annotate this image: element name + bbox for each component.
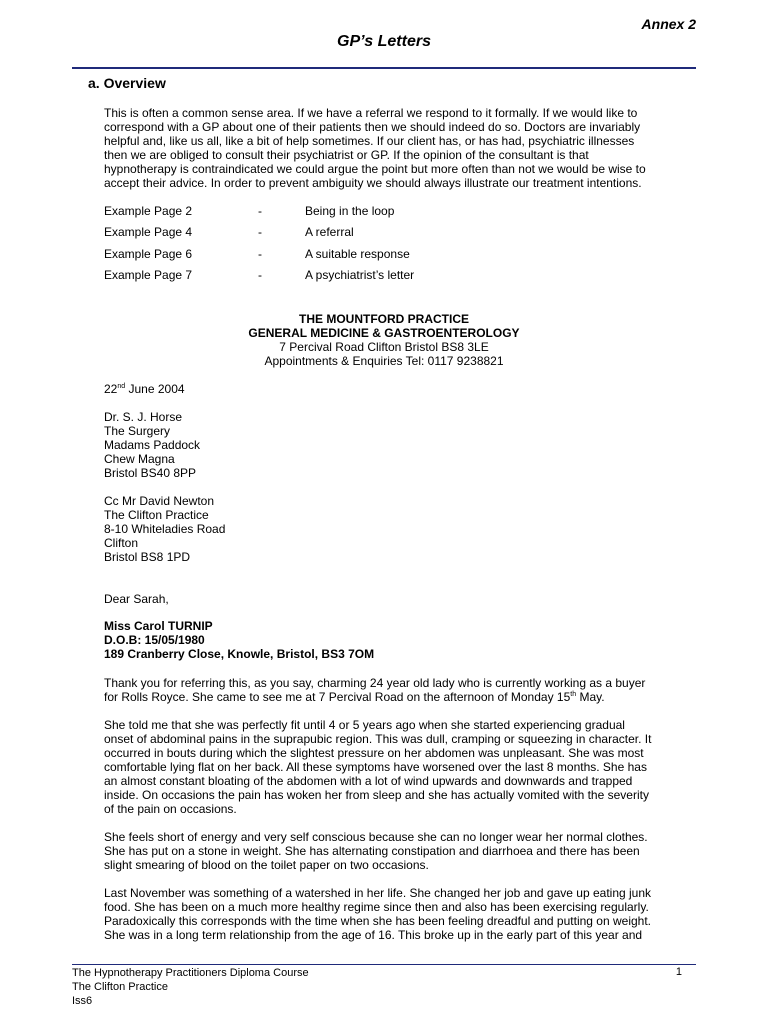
cc-address	[104, 494, 696, 564]
paragraph-line: Paradoxically this corresponds with the time when she has been feeling dreadful and putting on weight.	[104, 914, 652, 928]
cc-line: Cc Mr David Newton	[104, 494, 215, 508]
paragraph-line: food. She has been on a much more healthy regime since then and also has been exercising regularly.	[104, 900, 649, 914]
paragraph-line: slight smearing of blood on the toilet paper on two occasions.	[104, 858, 429, 872]
paragraph-line: She feels short of energy and very self conscious because she can no longer wear her normal clothes.	[104, 830, 648, 844]
footer-issue: Iss6	[72, 995, 93, 1007]
intro-line: hypnotherapy is contraindicated we could argue the point but more often than not we would be wise to	[104, 162, 646, 176]
p1-text-b: May.	[576, 690, 605, 704]
paragraph-line: She has put on a stone in weight. She has alternating constipation and diarrhoea and there has been	[104, 844, 640, 858]
letter-paragraph-2	[104, 718, 696, 816]
practice-contact: Appointments & Enquiries Tel: 0117 9238821	[264, 354, 504, 368]
paragraph-line: inside. On occasions the pain has woken her from sleep and she has actually vomited with the severity	[104, 788, 649, 802]
annex-label: Annex 2	[641, 16, 696, 32]
paragraph-line: comfortable lying flat on her back. All these symptoms have worsened over the last 8 months. She has	[104, 760, 647, 774]
letter-date	[104, 382, 696, 396]
date-suffix: nd	[117, 383, 126, 390]
cc-line: 8-10 Whiteladies Road	[104, 522, 226, 536]
footer-course: The Hypnotherapy Practitioners Diploma Course	[72, 967, 309, 979]
patient-address: 189 Cranberry Close, Knowle, Bristol, BS3 7OM	[104, 647, 375, 661]
example-desc: Being in the loop	[305, 204, 395, 218]
cc-line: The Clifton Practice	[104, 508, 209, 522]
example-dash: -	[258, 268, 262, 282]
page-title: GP’s Letters	[337, 33, 431, 50]
paragraph-line: Last November was something of a watershed in her life. She changed her job and gave up eating junk	[104, 886, 652, 900]
footer-rule	[72, 964, 696, 965]
p1-text-a: for Rolls Royce. She came to see me at 7 Percival Road on the afternoon of Monday 15	[104, 690, 571, 704]
page-number: 1	[675, 966, 682, 978]
practice-address: 7 Percival Road Clifton Bristol BS8 3LE	[279, 340, 489, 354]
salutation: Dear Sarah,	[104, 592, 169, 606]
address-line: Chew Magna	[104, 452, 175, 466]
intro-line: accept their advice. In order to prevent ambiguity we should always illustrate our treatment intentions.	[104, 176, 642, 190]
example-page: Example Page 7	[104, 268, 193, 282]
address-line: The Surgery	[104, 424, 171, 438]
letterhead	[0, 312, 768, 368]
letter-paragraph-1	[104, 676, 696, 704]
intro-line: This is often a common sense area. If we have a referral we respond to it formally. If we would like to	[104, 106, 638, 120]
header-rule	[72, 67, 696, 69]
patient-dob: D.O.B: 15/05/1980	[104, 633, 205, 647]
paragraph-line: onset of abdominal pains in the suprapubic region. This was dull, cramping or squeezing in character. It	[104, 732, 652, 746]
example-page: Example Page 6	[104, 247, 193, 261]
intro-line: correspond with a GP about one of their patients then we should indeed do so. Doctors are invariably	[104, 120, 641, 134]
letter-paragraph-4	[104, 886, 696, 942]
patient-name: Miss Carol TURNIP	[104, 619, 213, 633]
paragraph-line: She was in a long term relationship from the age of 16. This broke up in the early part of this year and	[104, 928, 643, 942]
p1-sup: th	[570, 691, 577, 698]
example-desc: A suitable response	[305, 247, 410, 261]
paragraph-line: She told me that she was perfectly fit until 4 or 5 years ago when she started experiencing gradual	[104, 718, 625, 732]
practice-specialty: GENERAL MEDICINE & GASTROENTEROLOGY	[248, 326, 520, 340]
date-rest: June 2004	[125, 382, 185, 396]
cc-line: Bristol BS8 1PD	[104, 550, 191, 564]
intro-line: helpful and, like us all, like a bit of help sometimes. If our client has, or has had, psychiatric illnesses	[104, 134, 635, 148]
example-desc: A referral	[305, 225, 354, 239]
paragraph-line	[104, 690, 696, 704]
recipient-address	[104, 410, 696, 480]
footer-practice: The Clifton Practice	[72, 981, 168, 993]
example-dash: -	[258, 225, 262, 239]
address-line: Madams Paddock	[104, 438, 201, 452]
example-desc: A psychiatrist’s letter	[305, 268, 415, 282]
patient-details	[104, 619, 696, 661]
paragraph-line: of the pain on occasions.	[104, 802, 237, 816]
section-heading: a. Overview	[88, 75, 166, 91]
address-line: Dr. S. J. Horse	[104, 410, 183, 424]
paragraph-line: Thank you for referring this, as you say, charming 24 year old lady who is currently working as a buyer	[104, 676, 646, 690]
example-page: Example Page 4	[104, 225, 193, 239]
date-day: 22	[104, 382, 118, 396]
intro-paragraph	[104, 106, 694, 190]
example-dash: -	[258, 204, 262, 218]
paragraph-line: an almost constant bloating of the abdomen with a lot of wind upwards and downwards and trapped	[104, 774, 633, 788]
example-dash: -	[258, 247, 262, 261]
address-line: Bristol BS40 8PP	[104, 466, 197, 480]
letter-paragraph-3	[104, 830, 696, 872]
practice-name: THE MOUNTFORD PRACTICE	[299, 312, 469, 326]
example-page: Example Page 2	[104, 204, 193, 218]
cc-line: Clifton	[104, 536, 139, 550]
intro-line: then we are obliged to consult their psychiatrist or GP. If the opinion of the consultant is that	[104, 148, 589, 162]
paragraph-line: occurred in bouts during which the slightest pressure on her abdomen was unpleasant. She was most	[104, 746, 644, 760]
